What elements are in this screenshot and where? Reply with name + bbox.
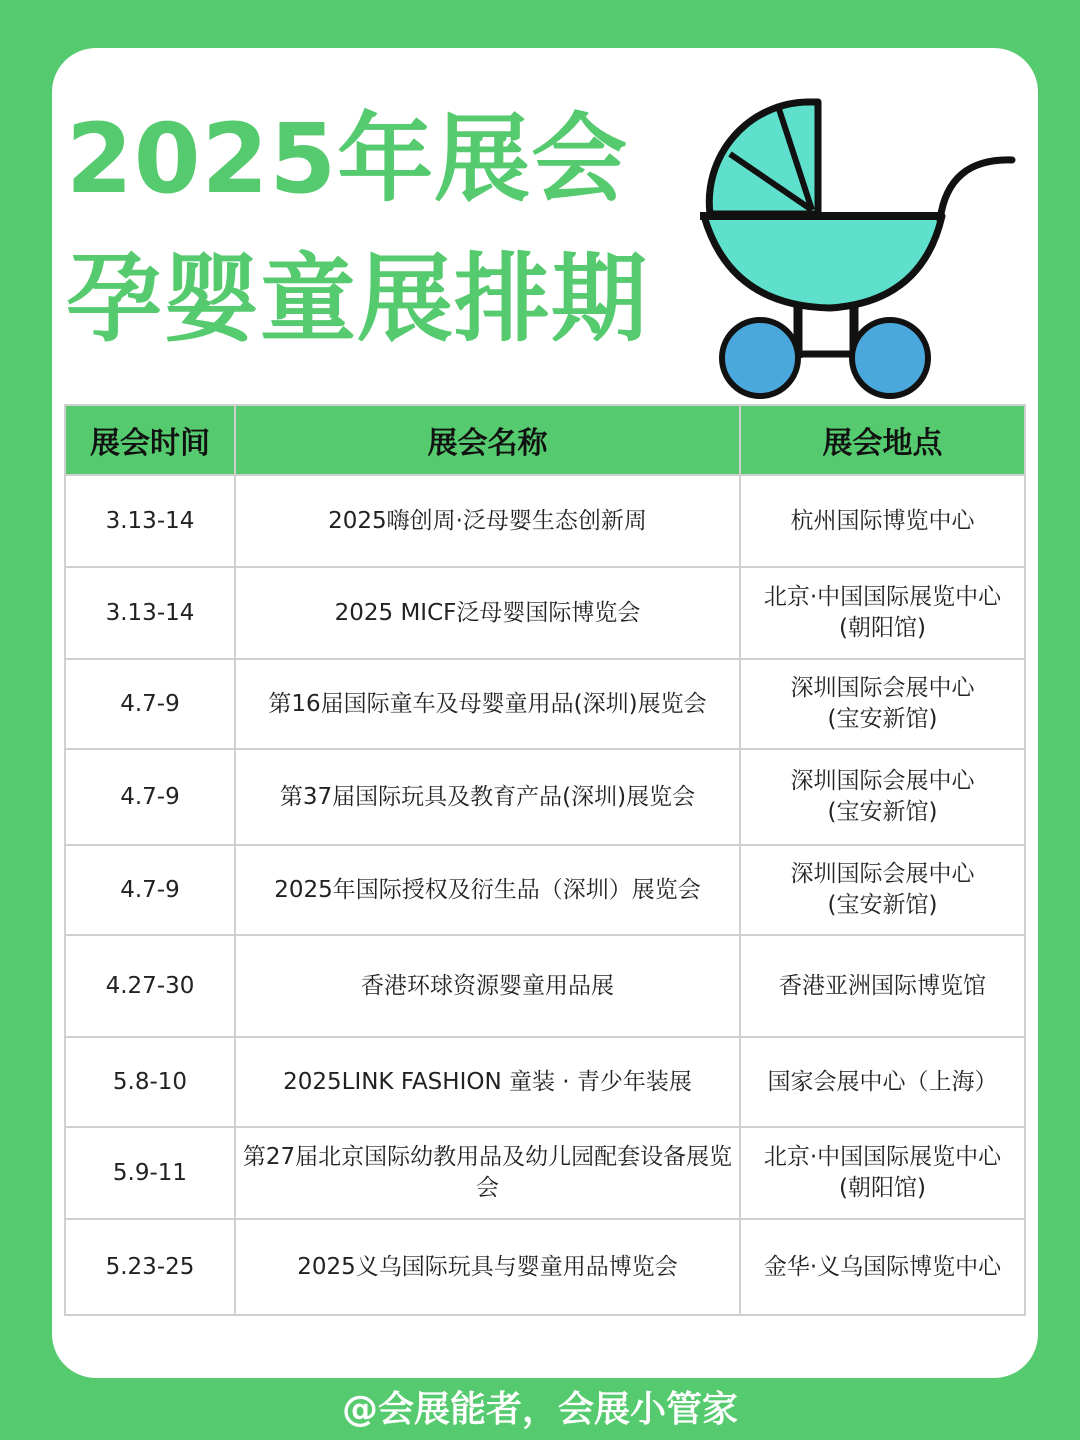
location-line: (朝阳馆) [839, 615, 926, 641]
column-header-date: 展会时间 [65, 405, 235, 475]
table-row [65, 749, 1025, 845]
location-line: (宝安新馆) [827, 706, 938, 732]
cell-location [740, 749, 1025, 845]
table-row [65, 935, 1025, 1037]
table-header-row [65, 405, 1025, 475]
footer-credit: @会展能者，会展小管家 [341, 1389, 738, 1430]
cell-date: 5.9-11 [65, 1127, 235, 1219]
column-header-name: 展会名称 [235, 405, 740, 475]
cell-exhibition-name: 2025嗨创周·泛母婴生态创新周 [235, 475, 740, 567]
cell-location [740, 1037, 1025, 1127]
table-row [65, 475, 1025, 567]
cell-location [740, 475, 1025, 567]
location-line: 香港亚洲国际博览馆 [779, 972, 986, 999]
cell-location [740, 845, 1025, 935]
table-row [65, 659, 1025, 749]
cell-location [740, 1127, 1025, 1219]
cell-exhibition-name: 2025年国际授权及衍生品（深圳）展览会 [235, 845, 740, 935]
location-line: 北京·中国国际展览中心 [763, 1144, 1002, 1170]
cell-exhibition-name: 第37届国际玩具及教育产品(深圳)展览会 [235, 749, 740, 845]
stroller-icon [690, 96, 1020, 406]
cell-date: 3.13-14 [65, 567, 235, 659]
table-row [65, 1219, 1025, 1315]
cell-date: 3.13-14 [65, 475, 235, 567]
cell-exhibition-name: 2025 MICF泛母婴国际博览会 [235, 567, 740, 659]
cell-exhibition-name: 第16届国际童车及母婴童用品(深圳)展览会 [235, 659, 740, 749]
table-row [65, 1127, 1025, 1219]
cell-exhibition-name: 第27届北京国际幼教用品及幼儿园配套设备展览会 [235, 1127, 740, 1219]
cell-date: 4.7-9 [65, 845, 235, 935]
location-line: 深圳国际会展中心 [790, 768, 975, 794]
location-line: 深圳国际会展中心 [790, 861, 975, 887]
cell-exhibition-name: 2025义乌国际玩具与婴童用品博览会 [235, 1219, 740, 1315]
cell-date: 4.27-30 [65, 935, 235, 1037]
page-title-line1: 2025年展会 [66, 103, 629, 215]
cell-date: 5.8-10 [65, 1037, 235, 1127]
location-line: 金华·义乌国际博览中心 [763, 1253, 1002, 1280]
table-row [65, 845, 1025, 935]
cell-location [740, 1219, 1025, 1315]
cell-location [740, 935, 1025, 1037]
cell-exhibition-name: 2025LINK FASHION 童装 · 青少年装展 [235, 1037, 740, 1127]
location-line: (朝阳馆) [839, 1175, 926, 1201]
cell-date: 4.7-9 [65, 659, 235, 749]
page-title-line2: 孕婴童展排期 [66, 243, 648, 355]
cell-exhibition-name: 香港环球资源婴童用品展 [235, 935, 740, 1037]
table-row [65, 567, 1025, 659]
cell-date: 5.23-25 [65, 1219, 235, 1315]
cell-date: 4.7-9 [65, 749, 235, 845]
table-row [65, 1037, 1025, 1127]
cell-location [740, 659, 1025, 749]
location-line: 北京·中国国际展览中心 [763, 584, 1002, 610]
location-line: 国家会展中心（上海） [767, 1068, 998, 1095]
column-header-location: 展会地点 [740, 405, 1025, 475]
location-line: 杭州国际博览中心 [790, 507, 975, 534]
cell-location [740, 567, 1025, 659]
location-line: (宝安新馆) [827, 799, 938, 825]
location-line: (宝安新馆) [827, 892, 938, 918]
location-line: 深圳国际会展中心 [790, 675, 975, 701]
exhibition-schedule-table [64, 404, 1026, 1316]
